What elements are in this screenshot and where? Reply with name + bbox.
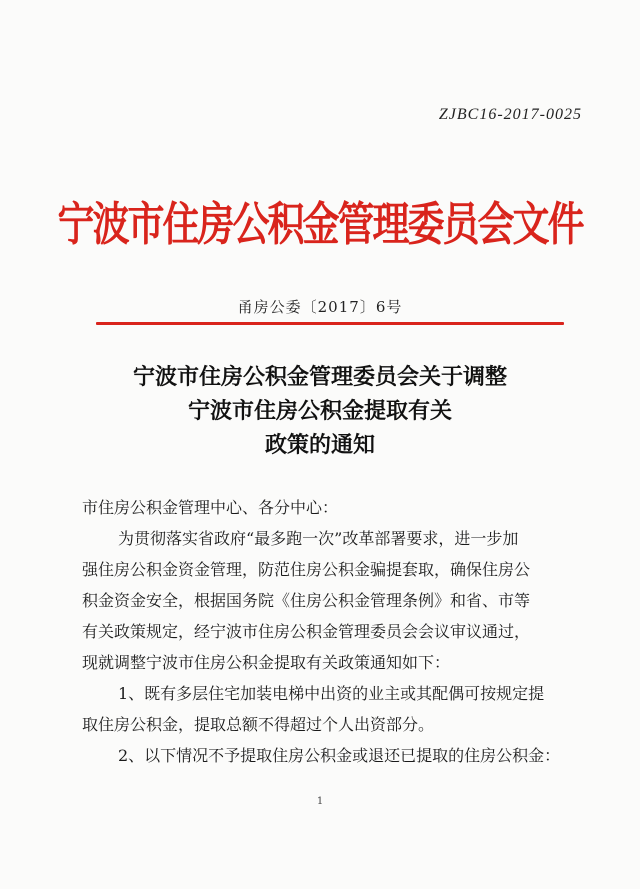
page-number: 1 [316, 796, 324, 807]
document-number: 甬房公委〔2017〕6号 [237, 298, 403, 316]
notice-title-line-2: 宁波市住房公积金提取有关 [187, 398, 452, 424]
body-line: 为贯彻落实省政府“最多跑一次”改革部署要求，进一步加 [118, 529, 519, 548]
notice-title-line-3: 政策的通知 [264, 432, 375, 458]
body-line: 积金资金安全，根据国务院《住房公积金管理条例》和省、市等 [82, 591, 531, 610]
red-separator-line [96, 322, 564, 325]
body-line: 1、既有多层住宅加装电梯中出资的业主或其配偶可按规定提 [118, 684, 545, 703]
addressee: 市住房公积金管理中心、各分中心： [82, 498, 339, 517]
body-line: 强住房公积金资金管理，防范住房公积金骗提套取，确保住房公 [82, 560, 531, 579]
notice-title-line-1: 宁波市住房公积金管理委员会关于调整 [132, 364, 507, 390]
document-code: ZJBC16-2017-0025 [438, 106, 582, 123]
issuer-header-title: 宁波市住房公积金管理委员会文件 [57, 196, 583, 251]
body-line: 2、以下情况不予提取住房公积金或退还已提取的住房公积金： [118, 746, 561, 765]
body-line: 取住房公积金，提取总额不得超过个人出资部分。 [82, 715, 435, 734]
body-line: 有关政策规定，经宁波市住房公积金管理委员会会议审议通过， [82, 622, 531, 641]
notice-title [0, 360, 640, 462]
body-line: 现就调整宁波市住房公积金提取有关政策通知如下： [82, 653, 451, 672]
notice-body [82, 492, 572, 771]
